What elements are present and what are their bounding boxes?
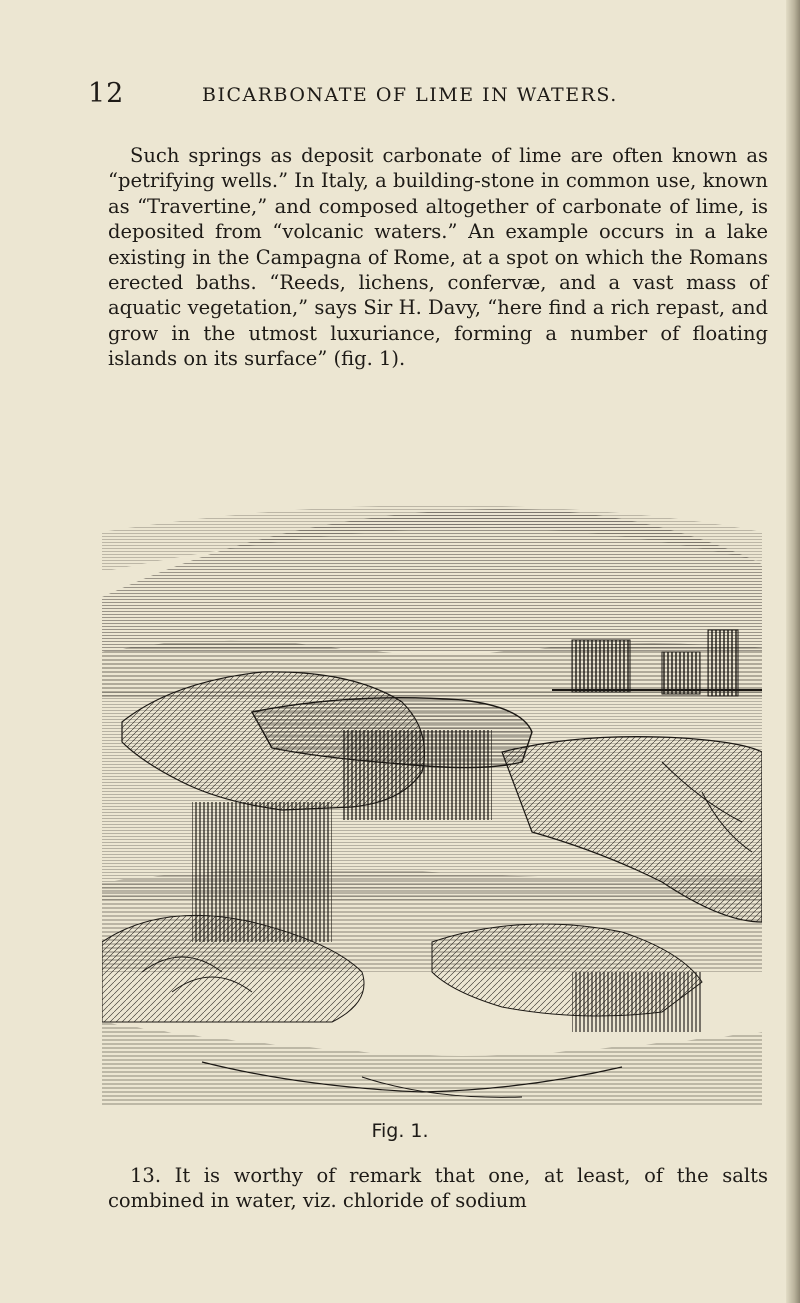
figure-caption: Fig. 1. xyxy=(371,1120,429,1142)
engraving-floating-islands xyxy=(102,502,762,1106)
page-number: 12 xyxy=(88,78,125,109)
paragraph: 13. It is worthy of remark that one, at least, of the salts combined in water, viz. chloride of sodium xyxy=(108,1164,768,1213)
page-edge xyxy=(786,0,800,1303)
running-head: BICARBONATE OF LIME IN WATERS. xyxy=(202,84,618,106)
paragraph: Such springs as deposit carbonate of lime are often known as “petrifying wells.” In Italy, a building-stone in common use, known as “Travertine,” and composed altogether of carbonate of lime, is deposited from “volcanic waters.” An example occurs in a lake existing in the Campagna of Rome, at a spot on which the Romans erected baths. “Reeds, lichens, confervæ, and a vast mass of aquatic vegetation,” says Sir H. Davy, “here find a rich repast, and grow in the utmost luxuriance, forming a number of floating islands on its surface” (fig. 1). xyxy=(108,144,768,371)
